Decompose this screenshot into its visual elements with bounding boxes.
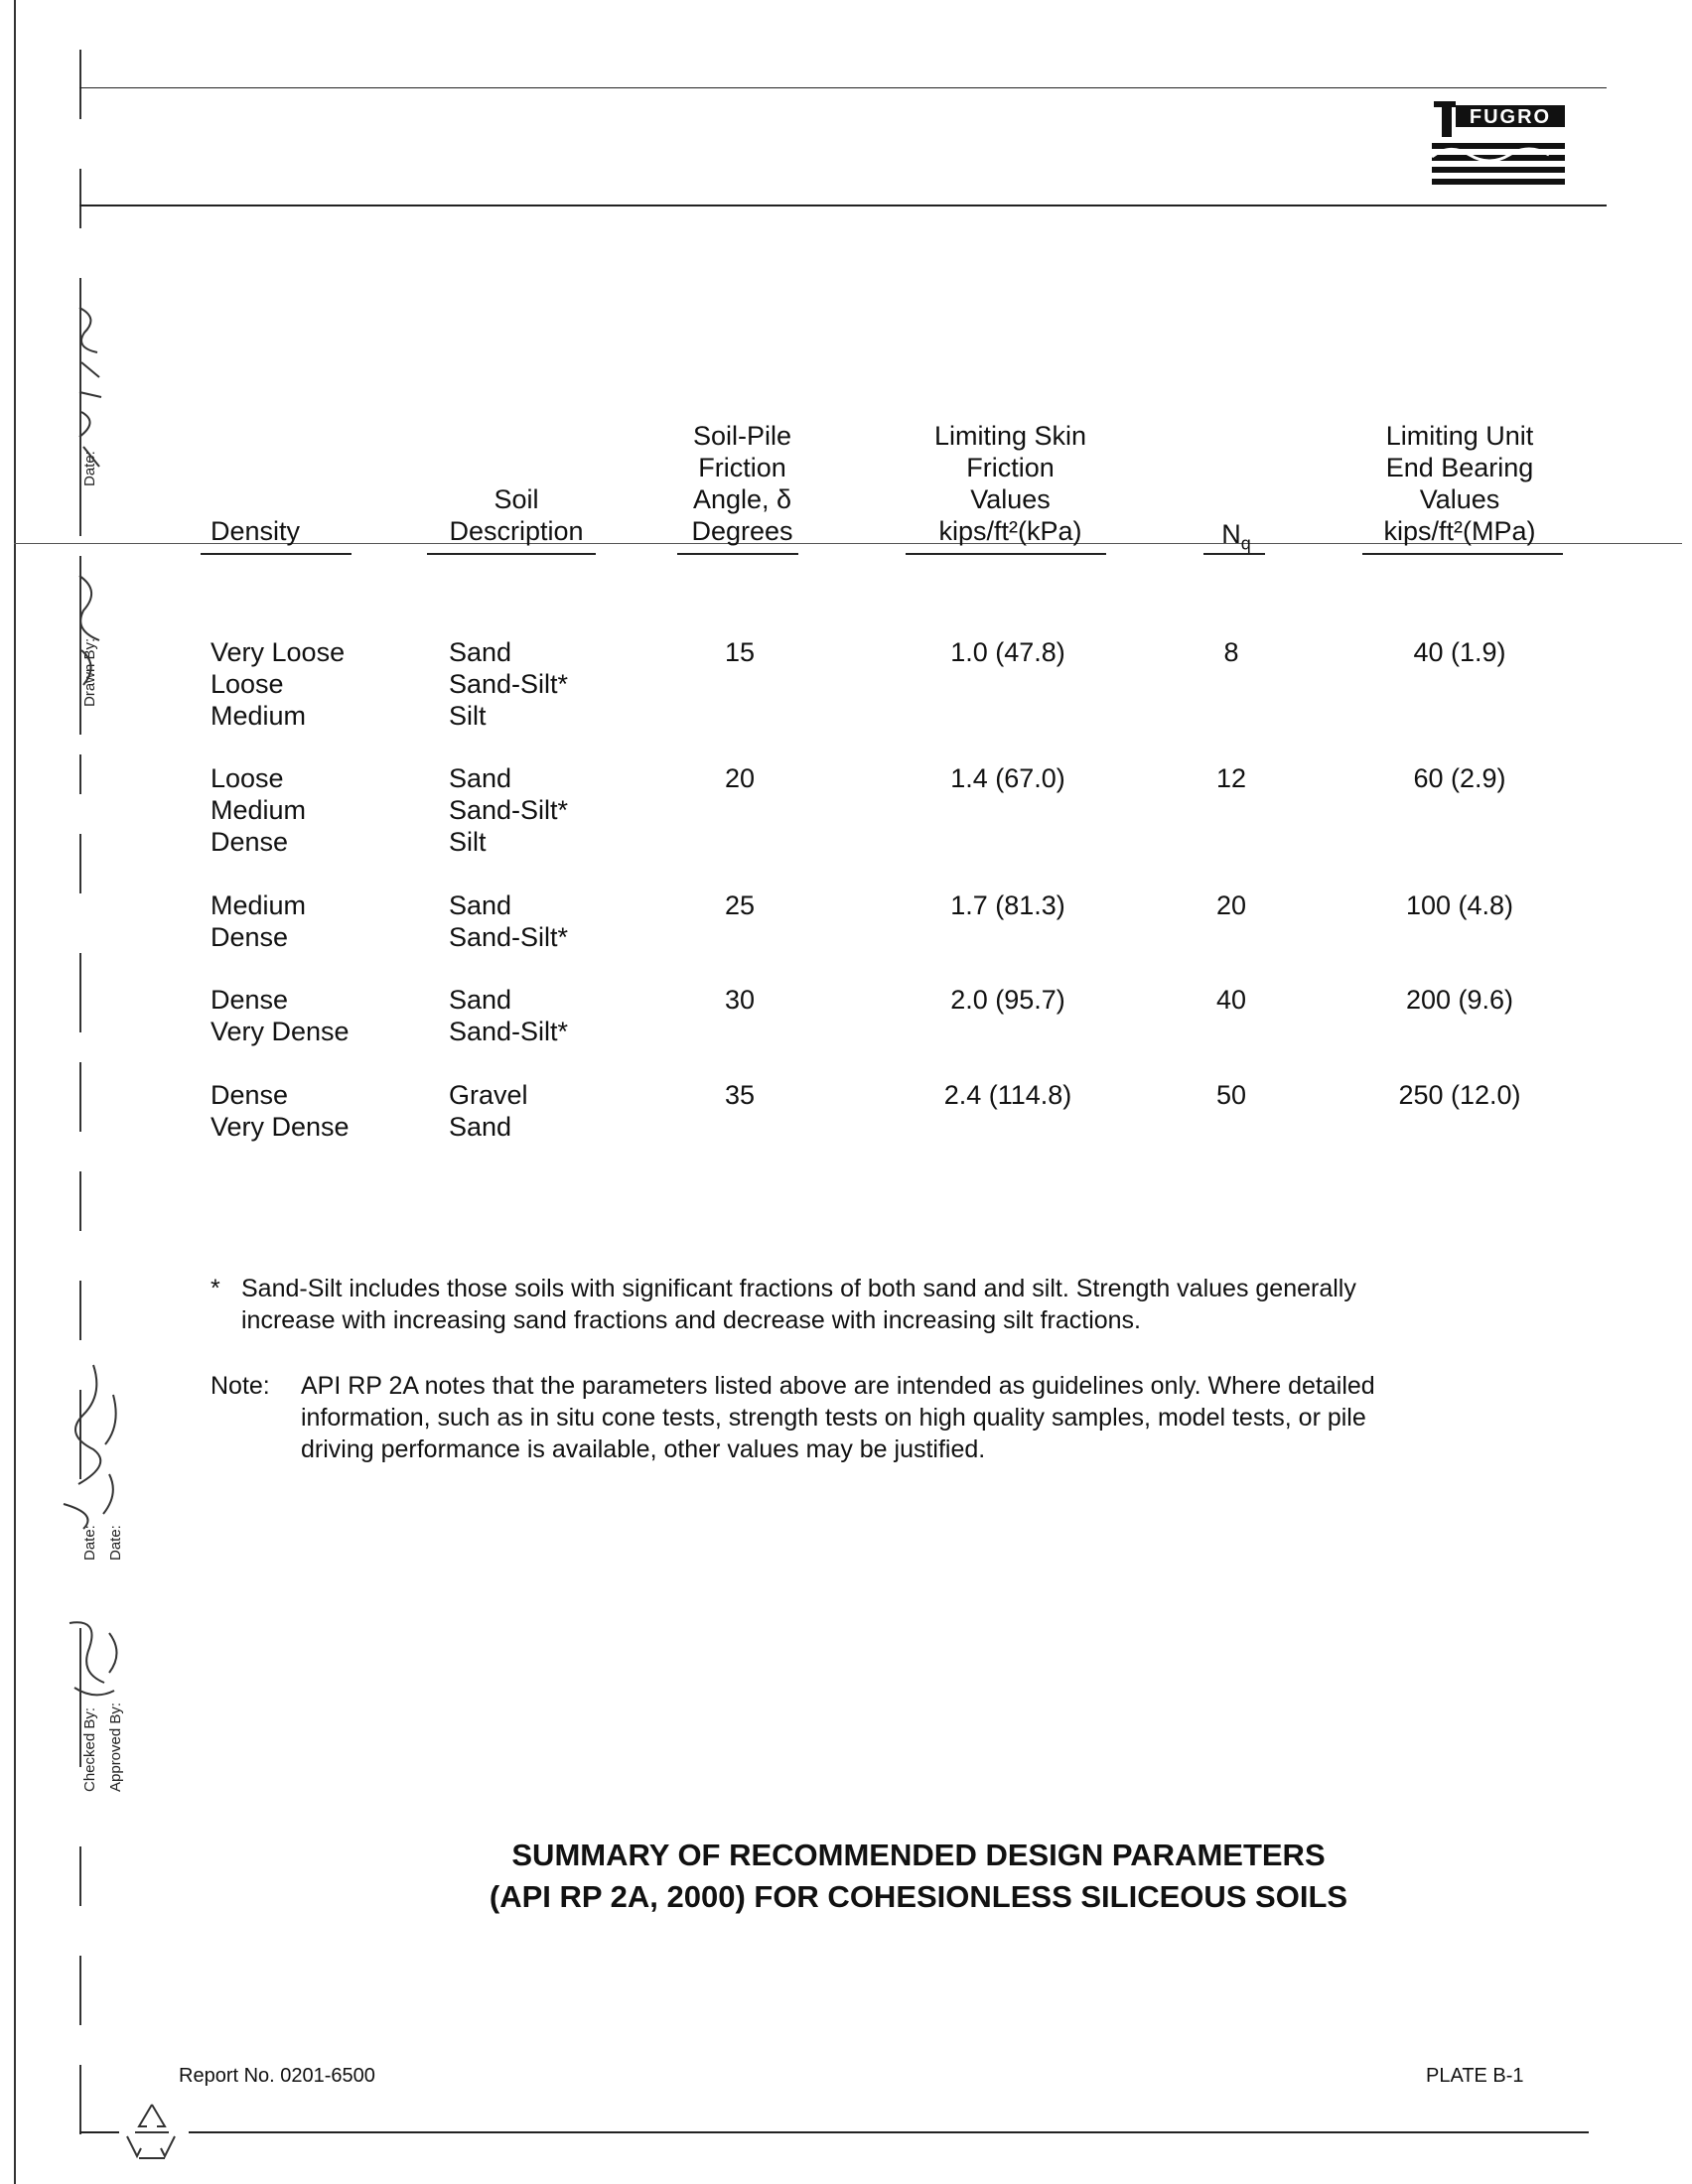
footer-rule: [79, 2131, 119, 2133]
fugro-logo: [1430, 97, 1569, 192]
header-density-rule: [201, 553, 352, 555]
cell-soil: Gravel Sand: [449, 1080, 528, 1142]
plate-title-line-1: SUMMARY OF RECOMMENDED DESIGN PARAMETERS: [511, 1838, 1326, 1872]
margin-date-label-2: Date:: [81, 1525, 98, 1561]
header-skin-friction-rule: [906, 553, 1106, 555]
cell-density: Loose Medium Dense: [211, 763, 307, 857]
header-soil-description-rule: [427, 553, 596, 555]
footnote-marker: *: [211, 1275, 220, 1302]
footnote-line-2: increase with increasing sand fractions and decrease with increasing silt fractions.: [241, 1306, 1142, 1334]
svg-text:FUGRO: FUGRO: [1469, 106, 1552, 128]
margin-date-label-3: Date:: [107, 1525, 124, 1561]
cell-skin: 2.4 (114.8): [943, 1080, 1072, 1110]
header-skin-friction: Limiting Skin Friction Values kips/ft²(kPa): [933, 421, 1087, 546]
header-top-rule: [79, 87, 1607, 88]
cell-bearing: 40 (1.9): [1413, 637, 1506, 667]
margin-rule: [79, 1956, 81, 2025]
header-nq-rule: [1203, 553, 1265, 555]
report-number: Report No. 0201-6500: [179, 2065, 375, 2087]
note-line-1: API RP 2A notes that the parameters listed above are intended as guidelines only. Where detailed: [301, 1372, 1375, 1400]
cell-soil: Sand Sand-Silt* Silt: [449, 637, 569, 731]
header-nq: $N_q$: [1221, 519, 1251, 554]
header-end-bearing: Limiting Unit End Bearing Values kips/ft²(MPa): [1383, 421, 1536, 546]
note-label: Note:: [211, 1372, 270, 1400]
header-end-bearing-rule: [1362, 553, 1563, 555]
cell-angle: 20: [724, 763, 756, 793]
cell-bearing: 200 (9.6): [1405, 985, 1514, 1015]
cell-nq: 50: [1215, 1080, 1247, 1110]
cell-soil: Sand Sand-Silt* Silt: [449, 763, 569, 857]
handwritten-signature-mark: [44, 1355, 123, 1534]
margin-rule: [79, 1281, 81, 1340]
plate-number: PLATE B-1: [1426, 2065, 1524, 2087]
header-friction-angle: Soil-Pile Friction Angle, δ Degrees: [691, 421, 793, 546]
margin-rule: [79, 953, 81, 1032]
cell-density: Very Loose Loose Medium: [211, 637, 346, 731]
cell-density: Medium Dense: [211, 890, 307, 952]
margin-rule: [79, 1171, 81, 1231]
header-soil-description: Soil Description: [449, 484, 584, 546]
cell-angle: 35: [724, 1080, 756, 1110]
plate-title-line-2: (API RP 2A, 2000) FOR COHESIONLESS SILICEOUS SOILS: [489, 1879, 1348, 1914]
cell-skin: 1.7 (81.3): [950, 890, 1065, 920]
margin-drawn-by-label: Drawn By:: [81, 637, 98, 707]
margin-date-label: Date:: [81, 451, 98, 486]
header-density: Density: [211, 516, 301, 546]
cell-nq: 20: [1215, 890, 1247, 920]
note-line-2: information, such as in situ cone tests, strength tests on high quality samples, model tests, or pile: [301, 1404, 1366, 1432]
cell-nq: 12: [1215, 763, 1247, 793]
recycle-icon: [117, 2099, 187, 2164]
cell-nq: 8: [1223, 637, 1239, 667]
cell-angle: 15: [724, 637, 756, 667]
cell-angle: 25: [724, 890, 756, 920]
cell-skin: 1.4 (67.0): [950, 763, 1065, 793]
cell-skin: 1.0 (47.8): [950, 637, 1065, 667]
cell-density: Dense Very Dense: [211, 985, 350, 1046]
footer-rule-main: [189, 2131, 1589, 2133]
cell-density: Dense Very Dense: [211, 1080, 350, 1142]
margin-rule: [79, 169, 81, 228]
handwritten-date-mark: [70, 303, 109, 472]
cell-bearing: 100 (4.8): [1405, 890, 1514, 920]
footnote-line-1: Sand-Silt includes those soils with significant fractions of both sand and silt. Strength values generally: [241, 1275, 1356, 1302]
cell-soil: Sand Sand-Silt*: [449, 985, 569, 1046]
handwritten-initials-mark: [60, 1613, 129, 1703]
header-friction-angle-rule: [677, 553, 798, 555]
handwritten-drawn-by-mark: [70, 571, 109, 690]
margin-rule: [79, 834, 81, 893]
note-line-3: driving performance is available, other values may be justified.: [301, 1435, 986, 1463]
cell-nq: 40: [1215, 985, 1247, 1015]
cell-bearing: 60 (2.9): [1413, 763, 1506, 793]
fugro-logo-graphic: [1430, 97, 1569, 192]
cell-soil: Sand Sand-Silt*: [449, 890, 569, 952]
margin-rule: [79, 754, 81, 794]
cell-skin: 2.0 (95.7): [950, 985, 1065, 1015]
margin-approved-by-label: Approved By:: [107, 1702, 124, 1792]
header-bottom-rule: [79, 205, 1607, 206]
margin-checked-by-label: Checked By:: [81, 1706, 98, 1792]
margin-rule: [79, 2065, 81, 2134]
cell-angle: 30: [724, 985, 756, 1015]
margin-rule: [79, 50, 81, 119]
cell-bearing: 250 (12.0): [1398, 1080, 1521, 1110]
margin-rule: [79, 1062, 81, 1132]
